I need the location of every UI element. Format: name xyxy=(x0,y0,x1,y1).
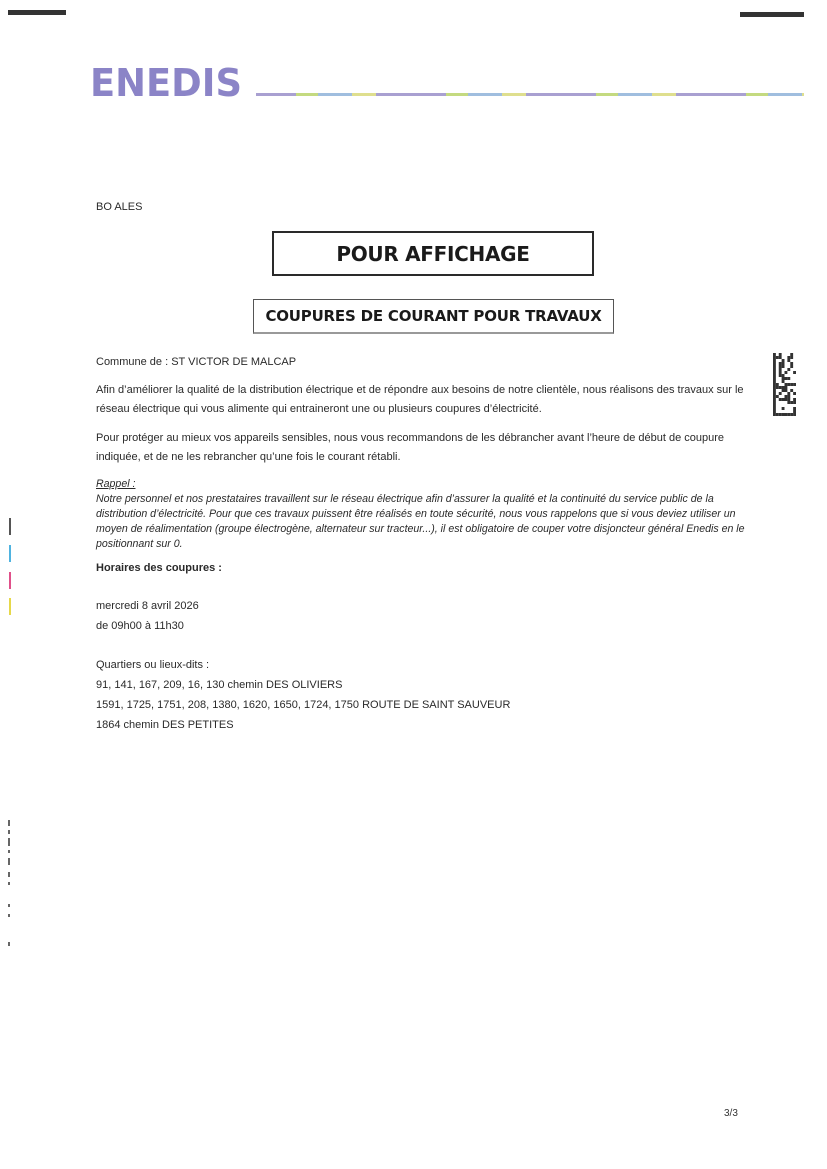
tick-mark xyxy=(9,518,11,535)
horaires-title: Horaires des coupures : xyxy=(96,562,222,574)
scan-mark-right xyxy=(740,12,804,17)
address-line: 1591, 1725, 1751, 208, 1380, 1620, 1650, 1724, 1750 ROUTE DE SAINT SAUVEUR xyxy=(96,699,511,711)
rappel-title: Rappel : xyxy=(96,478,136,490)
enedis-logo xyxy=(90,60,246,104)
quartiers-title: Quartiers ou lieux-dits : xyxy=(96,659,210,671)
datamatrix-code-icon xyxy=(773,353,796,416)
rappel-block xyxy=(96,477,746,552)
header-rule xyxy=(256,93,804,96)
svg-text:ENEDIS: ENEDIS xyxy=(90,61,242,104)
outage-hours: de 09h00 à 11h30 xyxy=(96,620,184,632)
tick-mark xyxy=(9,545,11,562)
main-title: POUR AFFICHAGE xyxy=(336,241,530,266)
commune-line: Commune de : ST VICTOR DE MALCAP xyxy=(96,356,297,368)
rappel-text: Notre personnel et nos prestataires travaillent sur le réseau électrique afin d’assurer la qualité et la continuité du service public de la distribution d’électricité. Pour que ces travaux puissent être réalisés en toute sécurité, nous vous rappelons que si vous deviez utiliser un moyen de réalimentation (groupe électrogène, alternateur sur tracteur...), il est obligatoire de couper votre disjoncteur général Enedis en le positionnant sur 0. xyxy=(96,493,745,550)
address-line: 1864 chemin DES PETITES xyxy=(96,719,234,731)
tick-mark xyxy=(9,598,11,615)
margin-print-code xyxy=(5,820,13,950)
outage-date: mercredi 8 avril 2026 xyxy=(96,600,199,612)
advice-paragraph: Pour protéger au mieux vos appareils sensibles, nous vous recommandons de les débrancher avant l’heure de début de coupure indiquée, et de ne les rebrancher qu’une fois le courant rétabli. xyxy=(96,432,724,463)
intro-paragraph: Afin d’améliorer la qualité de la distribution électrique et de répondre aux besoins de notre clientèle, nous réalisons des travaux sur le réseau électrique qui vous alimente qui entraineront une ou plusieurs coupures d’électricité. xyxy=(96,384,744,415)
subtitle-box xyxy=(253,299,614,334)
tick-mark xyxy=(9,572,11,589)
scan-mark-left xyxy=(8,10,66,15)
main-title-box xyxy=(272,231,594,276)
subtitle: COUPURES DE COURANT POUR TRAVAUX xyxy=(265,307,602,325)
office-label: BO ALES xyxy=(96,201,143,213)
address-line: 91, 141, 167, 209, 16, 130 chemin DES OLIVIERS xyxy=(96,679,343,691)
page-number: 3/3 xyxy=(724,1108,738,1119)
